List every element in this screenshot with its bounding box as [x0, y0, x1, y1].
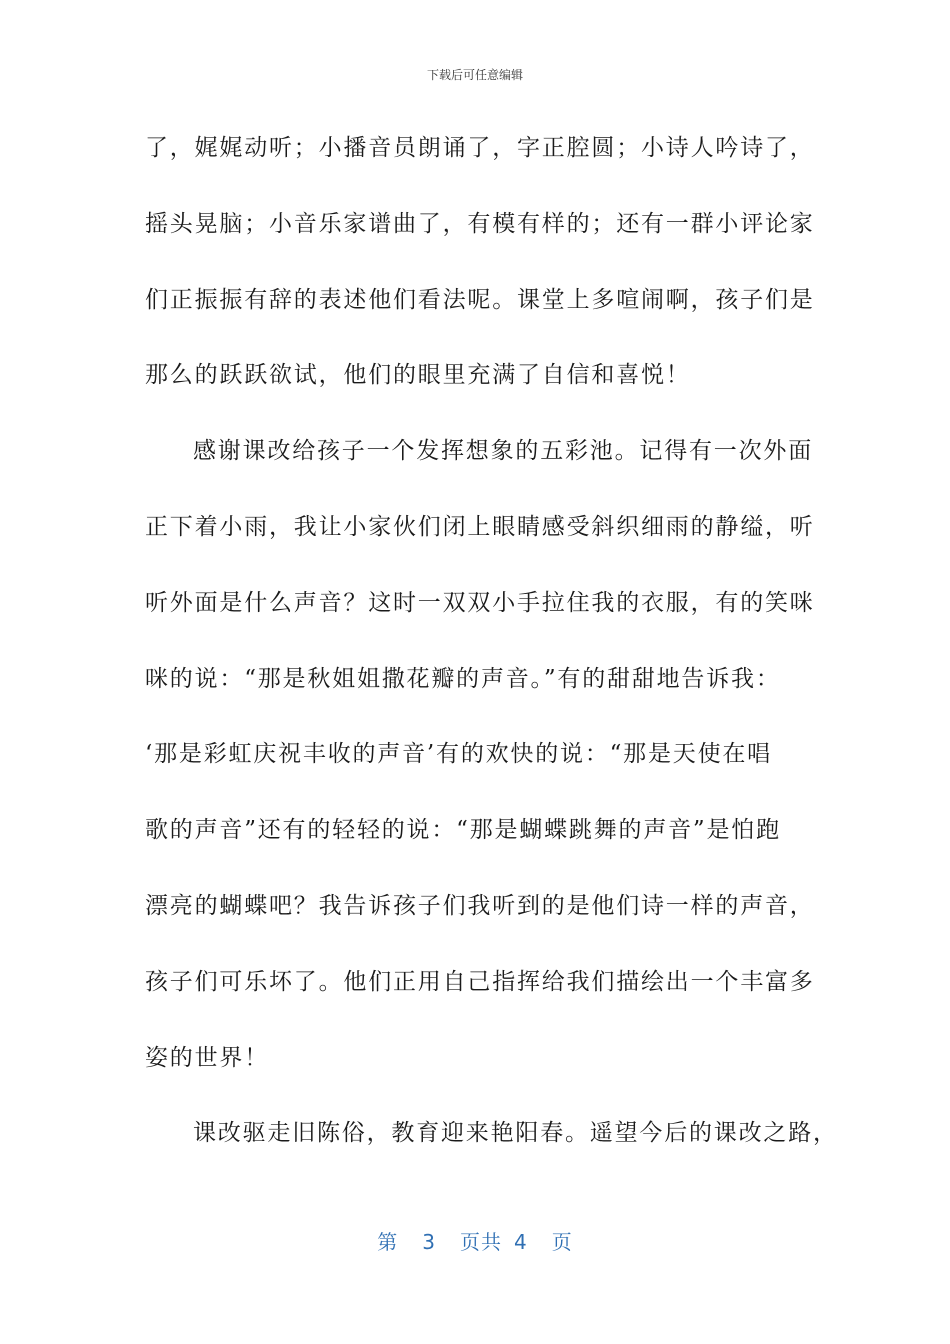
footer-total-pages: 4 [514, 1230, 528, 1254]
page-header-note: 下载后可任意编辑 [426, 68, 523, 82]
text-line: 孩子们可乐坏了。他们正用自己指挥给我们描绘出一个丰富多 [145, 968, 815, 995]
text-line: ‘那是彩虹庆祝丰收的声音’有的欢快的说：“那是天使在唱 [145, 741, 772, 768]
text-line: 姿的世界！ [145, 1044, 269, 1071]
text-line: 正下着小雨，我让小家伙们闭上眼睛感受斜织细雨的静缢，听 [145, 513, 815, 540]
text-line: 那么的跃跃欲试，他们的眼里充满了自信和喜悦！ [145, 362, 691, 389]
text-line: 们正振振有辞的表述他们看法呢。课堂上多喧闹啊，孩子们是 [145, 286, 815, 313]
document-body [145, 122, 838, 1183]
footer-suffix: 页 [551, 1230, 573, 1254]
text-line: 漂亮的蝴蝶吧？我告诉孩子们我听到的是他们诗一样的声音， [145, 892, 815, 919]
text-line: 咪的说：“那是秋姐姐撒花瓣的声音。”有的甜甜地告诉我： [145, 665, 781, 692]
text-line-paragraph-start: 感谢课改给孩子一个发挥想象的五彩池。记得有一次外面 [193, 438, 813, 465]
page-number-footer [0, 1226, 950, 1255]
text-line: 歌的声音”还有的轻轻的说：“那是蝴蝶跳舞的声音”是怕跑 [145, 817, 781, 844]
footer-current-page: 3 [422, 1230, 436, 1254]
text-line: 摇头晃脑；小音乐家谱曲了，有模有样的；还有一群小评论家 [145, 210, 815, 237]
text-line-paragraph-start: 课改驱走旧陈俗，教育迎来艳阳春。遥望今后的课改之路， [193, 1120, 838, 1147]
footer-middle: 页共 [460, 1230, 502, 1254]
footer-prefix: 第 [377, 1230, 399, 1254]
text-line: 听外面是什么声音？这时一双双小手拉住我的衣服，有的笑咪 [145, 589, 815, 616]
text-line: 了，娓娓动听；小播音员朗诵了，字正腔圆；小诗人吟诗了， [145, 135, 815, 161]
